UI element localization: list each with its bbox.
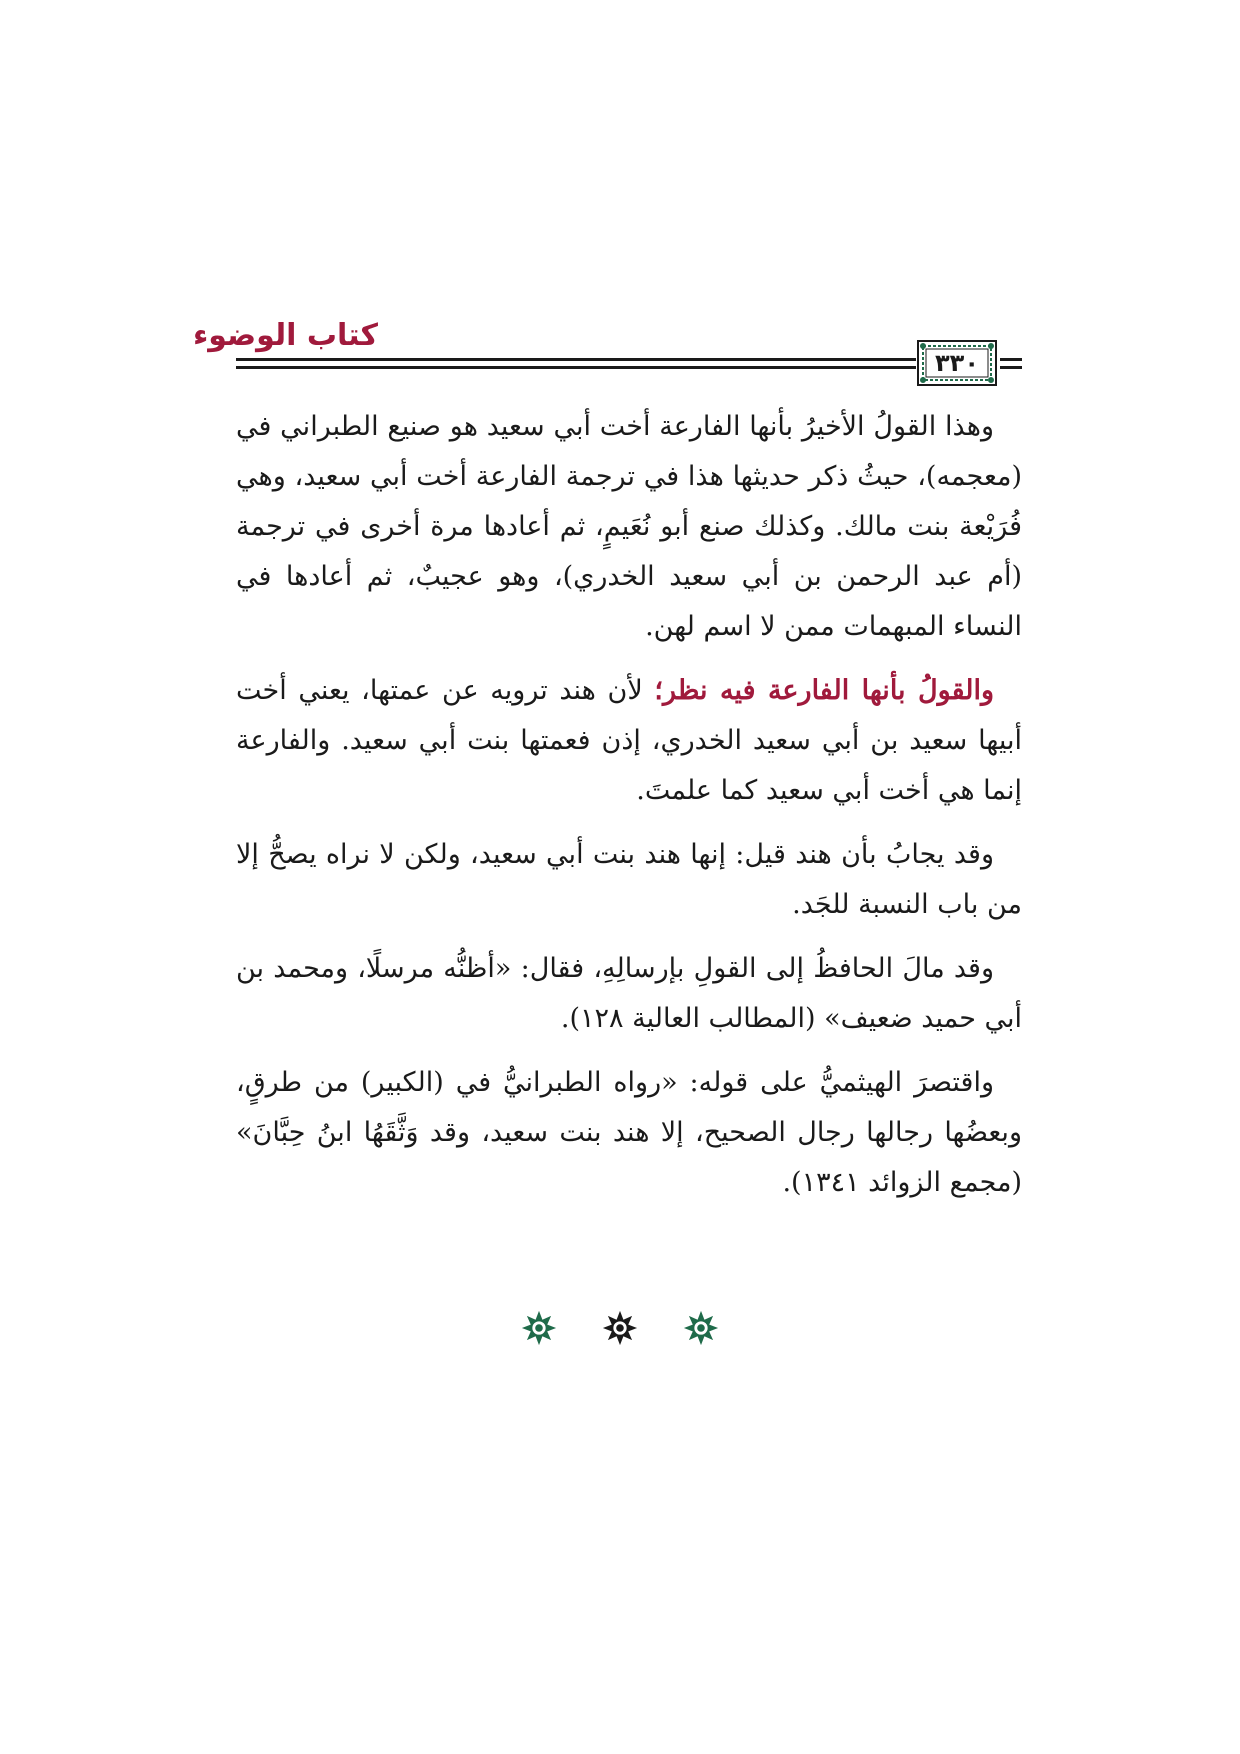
flower-ornament-icon [601, 1309, 639, 1347]
paragraph-text: واقتصرَ الهيثميُّ على قوله: «رواه الطبرانيُّ في (الكبير) من طرقٍ، وبعضُها رجالها رجال الصحيح، إلا هند بنت سعيد، وقد وَثَّقَهُا ابنُ حِبَّانَ» (مجمع الزوائد ١٣٤١). [236, 1067, 1022, 1198]
paragraph-text: وهذا القولُ الأخيرُ بأنها الفارعة أخت أبي سعيد هو صنيع الطبراني في (معجمه)، حيثُ ذكر حديثها هذا في ترجمة الفارعة أخت أبي سعيد، وهي فُرَيْعة بنت مالك. وكذلك صنع أبو نُعَيمٍ، ثم أعادها مرة أخرى في ترجمة (أم عبد الرحمن بن أبي سعيد الخدري)، وهو عجيبٌ، ثم أعادها في النساء المبهمات ممن لا اسم لهن. [236, 411, 1022, 642]
page-number: ٣٣٠ [935, 349, 979, 377]
paragraph-text: لأن هند ترويه عن عمتها، يعني أخت أبيها سعيد بن أبي سعيد الخدري، إذن فعمتها بنت أبي سعيد. والفارعة إنما هي أخت أبي سعيد كما علمتَ. [236, 675, 1022, 806]
page-number-frame [916, 339, 998, 387]
header-rule [236, 358, 916, 361]
paragraph-text: وقد يجابُ بأن هند قيل: إنها هند بنت أبي سعيد، ولكن لا نراه يصحُّ إلا من باب النسبة للجَد. [236, 839, 1022, 920]
book-title: كتاب الوضوء [192, 318, 378, 353]
paragraph [236, 402, 1022, 652]
page-header [0, 0, 1240, 400]
paragraph [236, 830, 1022, 930]
flower-ornament-icon [682, 1309, 720, 1347]
header-rule [1000, 366, 1022, 369]
paragraph [236, 1058, 1022, 1208]
flower-ornament-icon [520, 1309, 558, 1347]
page-body [236, 402, 1022, 1222]
paragraph-lead: والقولُ بأنها الفارعة فيه نظر؛ [654, 675, 994, 706]
section-separator [520, 1308, 720, 1348]
header-rule [1000, 358, 1022, 361]
header-rule [236, 366, 916, 369]
paragraph [236, 944, 1022, 1044]
paragraph [236, 666, 1022, 816]
paragraph-text: وقد مالَ الحافظُ إلى القولِ بإرسالِهِ، فقال: «أظنُّه مرسلًا، ومحمد بن أبي حميد ضعيف» (المطالب العالية ١٢٨). [236, 953, 1022, 1034]
